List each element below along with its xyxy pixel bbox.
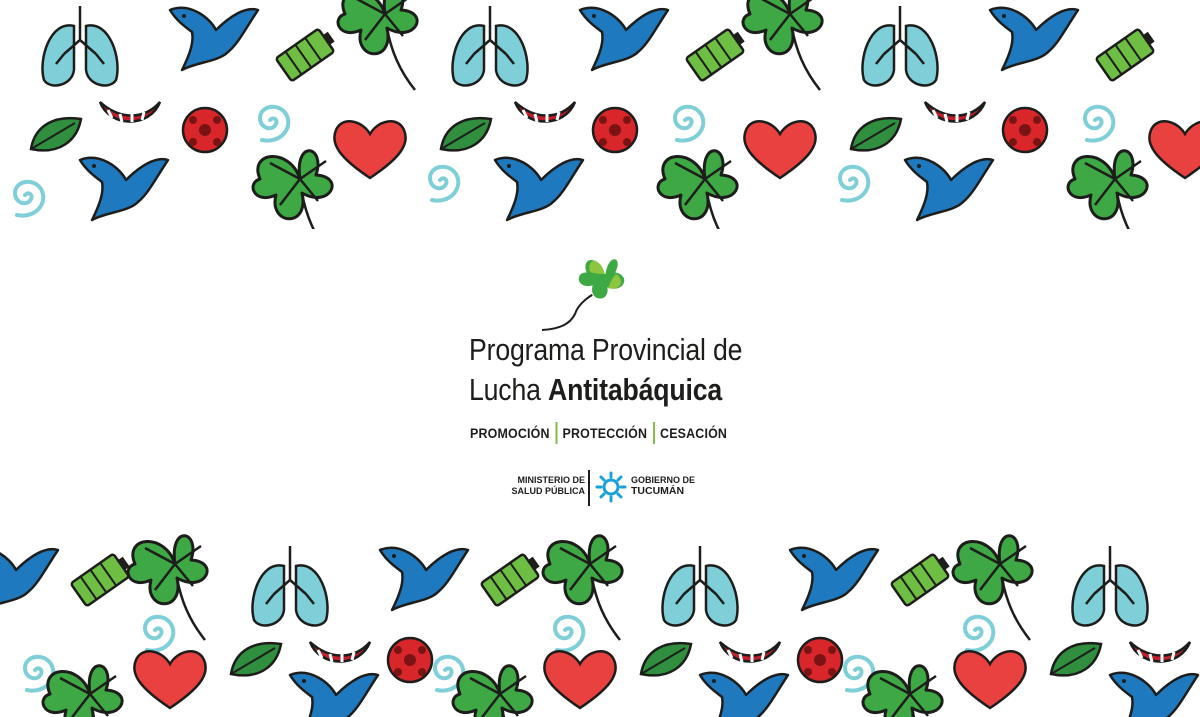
clover-icon [863,666,942,717]
leaf-icon [31,118,81,150]
leaf-icon [851,118,901,150]
clover-logo-icon [520,244,650,334]
clover-icon [658,151,737,229]
swirl-icon [1085,107,1113,141]
tagline-promocion: PROMOCIÓN [470,425,550,441]
battery-icon [1096,25,1160,81]
logo-area [0,229,1200,520]
clover-icon [43,666,122,717]
government-label [631,475,695,497]
ministry-line-1: MINISTERIO DE [517,475,585,485]
gov-line-2: TUCUMÁN [631,485,685,497]
bird-icon [990,8,1078,70]
pattern-band-top [0,0,1200,229]
clover-icon [453,666,532,717]
tagline [470,422,727,444]
lungs-icon [862,6,937,85]
mouth-icon [515,102,575,122]
bird-icon [170,8,258,70]
tagline-separator [653,422,655,444]
ministry-line-2: SALUD PÚBLICA [511,486,585,496]
soccer-ball-icon [1003,108,1047,152]
clover-icon [128,536,207,640]
heart-icon [744,121,815,178]
swirl-icon [840,167,868,201]
swirl-icon [555,617,583,651]
heart-icon [334,121,405,178]
clover-icon [253,151,332,229]
soccer-ball-icon [388,638,432,682]
lungs-icon [1072,546,1147,625]
leaf-icon [441,118,491,150]
lungs-icon [252,546,327,625]
heart-icon [954,651,1025,708]
battery-icon [686,25,750,81]
clover-icon [338,0,417,90]
bird-icon [495,158,583,220]
battery-icon [481,550,545,606]
lungs-icon [42,6,117,85]
ministry-label [512,475,586,497]
title-line-1: Programa Provincial de [469,332,743,367]
mouth-icon [310,642,370,662]
bird-icon [790,548,878,610]
soccer-ball-icon [593,108,637,152]
lungs-icon [662,546,737,625]
bird-icon [0,548,58,610]
mouth-icon [100,102,160,122]
mouth-icon [720,642,780,662]
heart-icon [1149,121,1200,178]
swirl-icon [145,617,173,651]
swirl-icon [15,182,43,216]
heart-icon [134,651,205,708]
bird-icon [290,673,378,717]
leaf-icon [1051,643,1101,675]
tagline-separator [555,422,557,444]
bird-icon [80,158,168,220]
soccer-ball-icon [798,638,842,682]
leaf-icon [231,643,281,675]
title-line-2-bold: Antitabáquica [548,372,723,407]
battery-icon [891,550,955,606]
footer-divider [588,470,590,506]
pattern-band-bottom [0,520,1200,717]
leaf-icon [641,643,691,675]
soccer-ball-icon [183,108,227,152]
tagline-proteccion: PROTECCIÓN [562,425,648,441]
bird-icon [700,673,788,717]
swirl-icon [675,107,703,141]
mouth-icon [925,102,985,122]
government-footer [500,470,720,510]
title-line-2-regular: Lucha [469,372,549,407]
bird-icon [580,8,668,70]
lungs-icon [452,6,527,85]
bird-icon [905,158,993,220]
title-line-2 [469,372,722,408]
clover-icon [743,0,822,90]
swirl-icon [965,617,993,651]
swirl-icon [430,167,458,201]
battery-icon [276,25,340,81]
tagline-cesacion: CESACIÓN [660,425,728,441]
tucuman-sun-icon [594,470,628,504]
gov-line-1: GOBIERNO DE [631,475,696,485]
bird-icon [1110,673,1198,717]
mouth-icon [1130,642,1190,662]
swirl-icon [260,107,288,141]
bird-icon [380,548,468,610]
battery-icon [71,550,135,606]
clover-icon [1068,151,1147,229]
heart-icon [544,651,615,708]
